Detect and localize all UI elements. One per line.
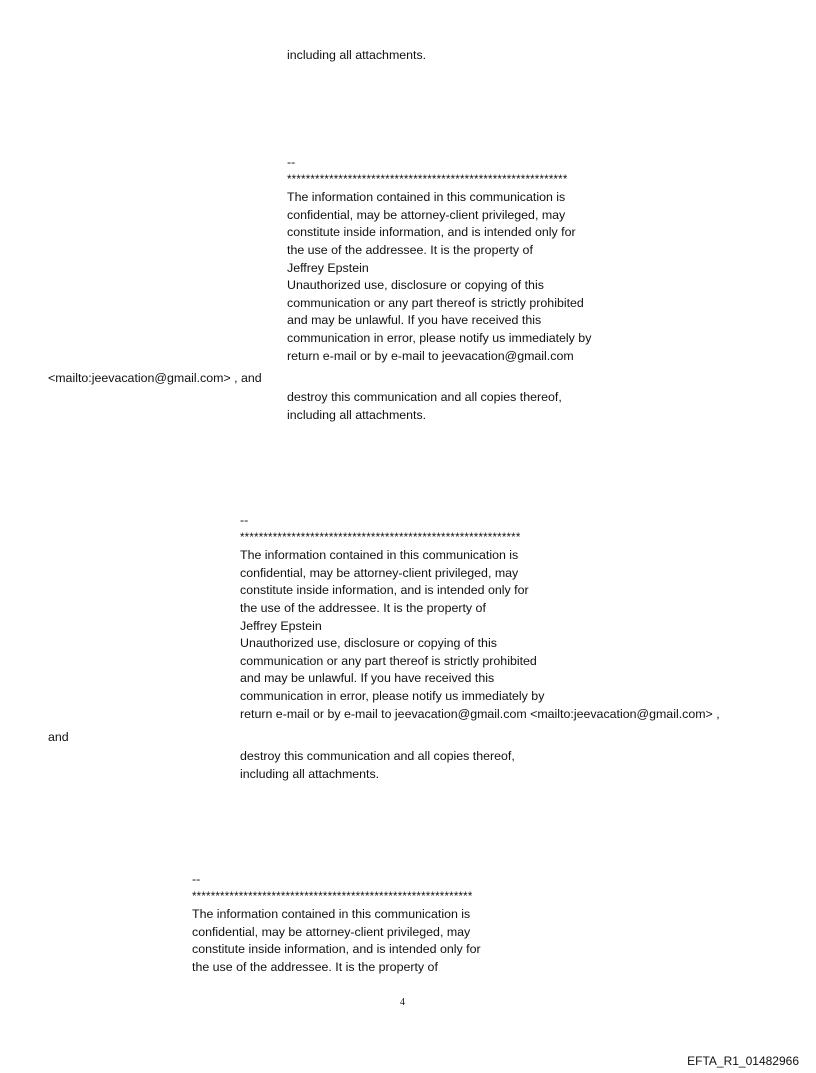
separator-stars: ************************************************************ [287,173,568,186]
text-line: constitute inside information, and is intended only for [240,583,529,598]
disclaimer-block-2 [240,512,720,723]
disclaimer-block-1 [287,154,591,365]
disclaimer-1-tail [287,389,562,424]
text-line: destroy this communication and all copies thereof, [287,390,562,404]
disclaimer-2-tail [240,748,515,783]
page-number: 4 [400,997,405,1008]
text-line: communication or any part thereof is strictly prohibited [240,653,537,668]
separator-stars: ************************************************************ [192,890,473,903]
text-line: The information contained in this communication is [287,190,566,205]
text-line: confidential, may be attorney-client privileged, may [240,565,519,580]
separator-dashes: -- [192,872,201,886]
wrapped-and-line: and [48,730,69,744]
text-line: and may be unlawful. If you have received this [287,313,542,328]
document-id: EFTA_R1_01482966 [687,1054,799,1068]
text-line: communication in error, please notify us immediately by [287,330,592,345]
top-fragment [287,47,426,65]
wrapped-mailto-line: <mailto:jeevacation@gmail.com> , and [48,371,262,385]
text-line: destroy this communication and all copies thereof, [240,749,515,763]
text-line: Unauthorized use, disclosure or copying of this [287,278,544,293]
text-line: constitute inside information, and is intended only for [287,225,576,240]
text-line: including all attachments. [287,407,427,422]
text-line: communication in error, please notify us immediately by [240,688,545,703]
text-line: Jeffrey Epstein [287,260,369,275]
separator-dashes: -- [287,155,296,169]
text-line: confidential, may be attorney-client privileged, may [192,924,471,939]
separator-dashes: -- [240,513,249,527]
text-line: and may be unlawful. If you have received this [240,671,495,686]
text-line: confidential, may be attorney-client privileged, may [287,207,566,222]
text-line: including all attachments. [287,48,427,62]
text-line: return e-mail or by e-mail to jeevacation@gmail.com <mailto:jeevacation@gmail.com> , [240,706,720,721]
disclaimer-block-3 [192,871,481,977]
text-line: constitute inside information, and is intended only for [192,942,481,957]
text-line: the use of the addressee. It is the property of [287,242,533,257]
separator-stars: ************************************************************ [240,531,521,544]
text-line: Unauthorized use, disclosure or copying of this [240,636,497,651]
text-line: including all attachments. [240,766,380,781]
text-line: Jeffrey Epstein [240,618,322,633]
text-line: The information contained in this communication is [240,548,519,563]
text-line: return e-mail or by e-mail to jeevacation@gmail.com [287,348,574,363]
text-line: the use of the addressee. It is the property of [240,600,486,615]
text-line: The information contained in this communication is [192,907,471,922]
text-line: communication or any part thereof is strictly prohibited [287,295,584,310]
text-line: the use of the addressee. It is the property of [192,959,438,974]
